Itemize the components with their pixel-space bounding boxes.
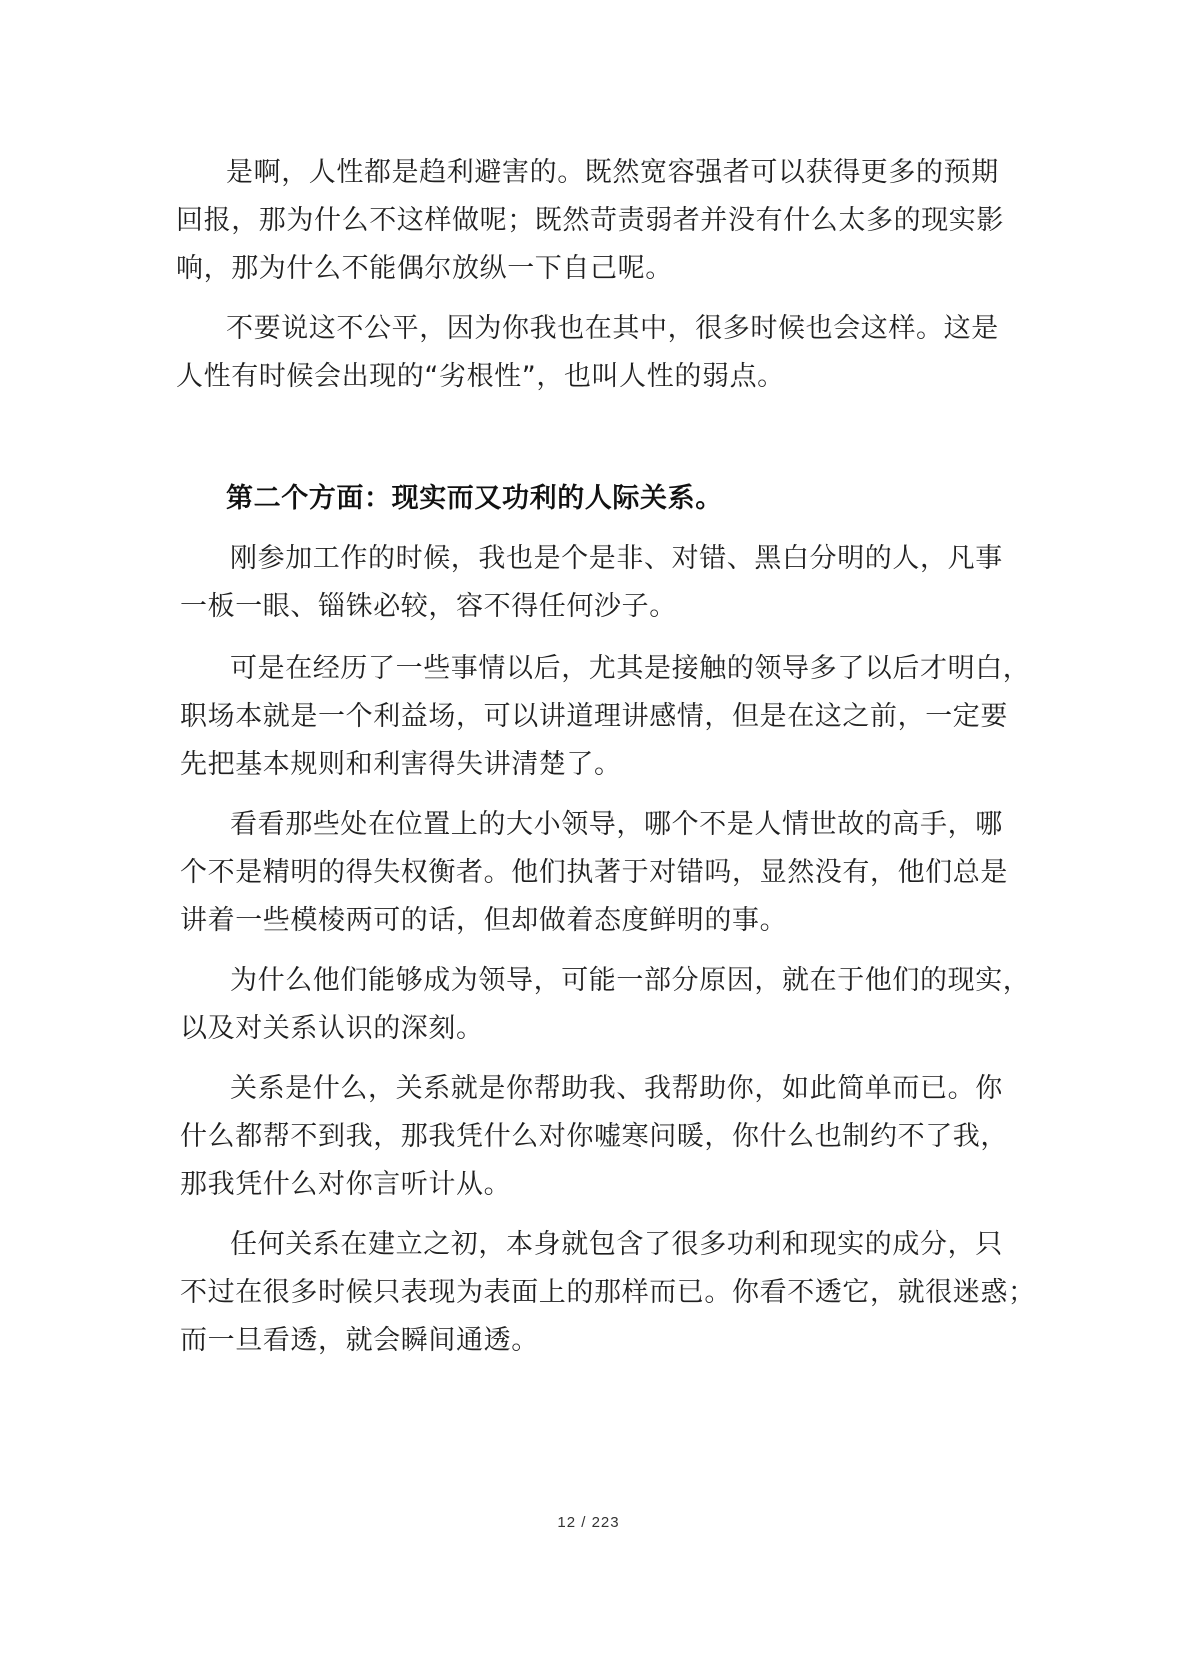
text-line: 不要说这不公平，因为你我也在其中，很多时候也会这样。这是 (226, 313, 999, 344)
text-line: 以及对关系认识的深刻。 (180, 1013, 484, 1044)
page-number: 12 / 223 (557, 1514, 620, 1531)
text-line: 而一旦看透，就会瞬间通透。 (180, 1325, 539, 1356)
text-line: 职场本就是一个利益场，可以讲道理讲感情，但是在这之前，一定要 (180, 701, 1008, 732)
text-line: 讲着一些模棱两可的话，但却做着态度鲜明的事。 (180, 905, 788, 936)
text-line: 是啊，人性都是趋利避害的。既然宽容强者可以获得更多的预期 (226, 157, 999, 188)
text-line: 那我凭什么对你言听计从。 (180, 1169, 512, 1200)
text-line: 刚参加工作的时候，我也是个是非、对错、黑白分明的人，凡事 (230, 543, 1003, 574)
section-heading: 第二个方面：现实而又功利的人际关系。 (226, 483, 723, 514)
text-line: 一板一眼、锱铢必较，容不得任何沙子。 (180, 591, 677, 622)
text-line: 关系是什么，关系就是你帮助我、我帮助你，如此简单而已。你 (230, 1073, 1003, 1104)
text-line: 什么都帮不到我，那我凭什么对你嘘寒问暖，你什么也制约不了我， (180, 1121, 1008, 1152)
text-line: 不过在很多时候只表现为表面上的那样而已。你看不透它，就很迷惑； (180, 1277, 1036, 1308)
text-line: 为什么他们能够成为领导，可能一部分原因，就在于他们的现实， (230, 965, 1031, 996)
text-line: 可是在经历了一些事情以后，尤其是接触的领导多了以后才明白， (230, 653, 1031, 684)
text-line: 看看那些处在位置上的大小领导，哪个不是人情世故的高手，哪 (230, 809, 1003, 840)
text-line: 回报，那为什么不这样做呢；既然苛责弱者并没有什么太多的现实影 (176, 205, 1004, 236)
text-line: 先把基本规则和利害得失讲清楚了。 (180, 749, 622, 780)
text-line: 个不是精明的得失权衡者。他们执著于对错吗，显然没有，他们总是 (180, 857, 1008, 888)
text-line: 任何关系在建立之初，本身就包含了很多功利和现实的成分，只 (230, 1229, 1003, 1260)
text-line: 人性有时候会出现的“劣根性”，也叫人性的弱点。 (176, 361, 785, 392)
text-line: 响，那为什么不能偶尔放纵一下自己呢。 (176, 253, 673, 284)
